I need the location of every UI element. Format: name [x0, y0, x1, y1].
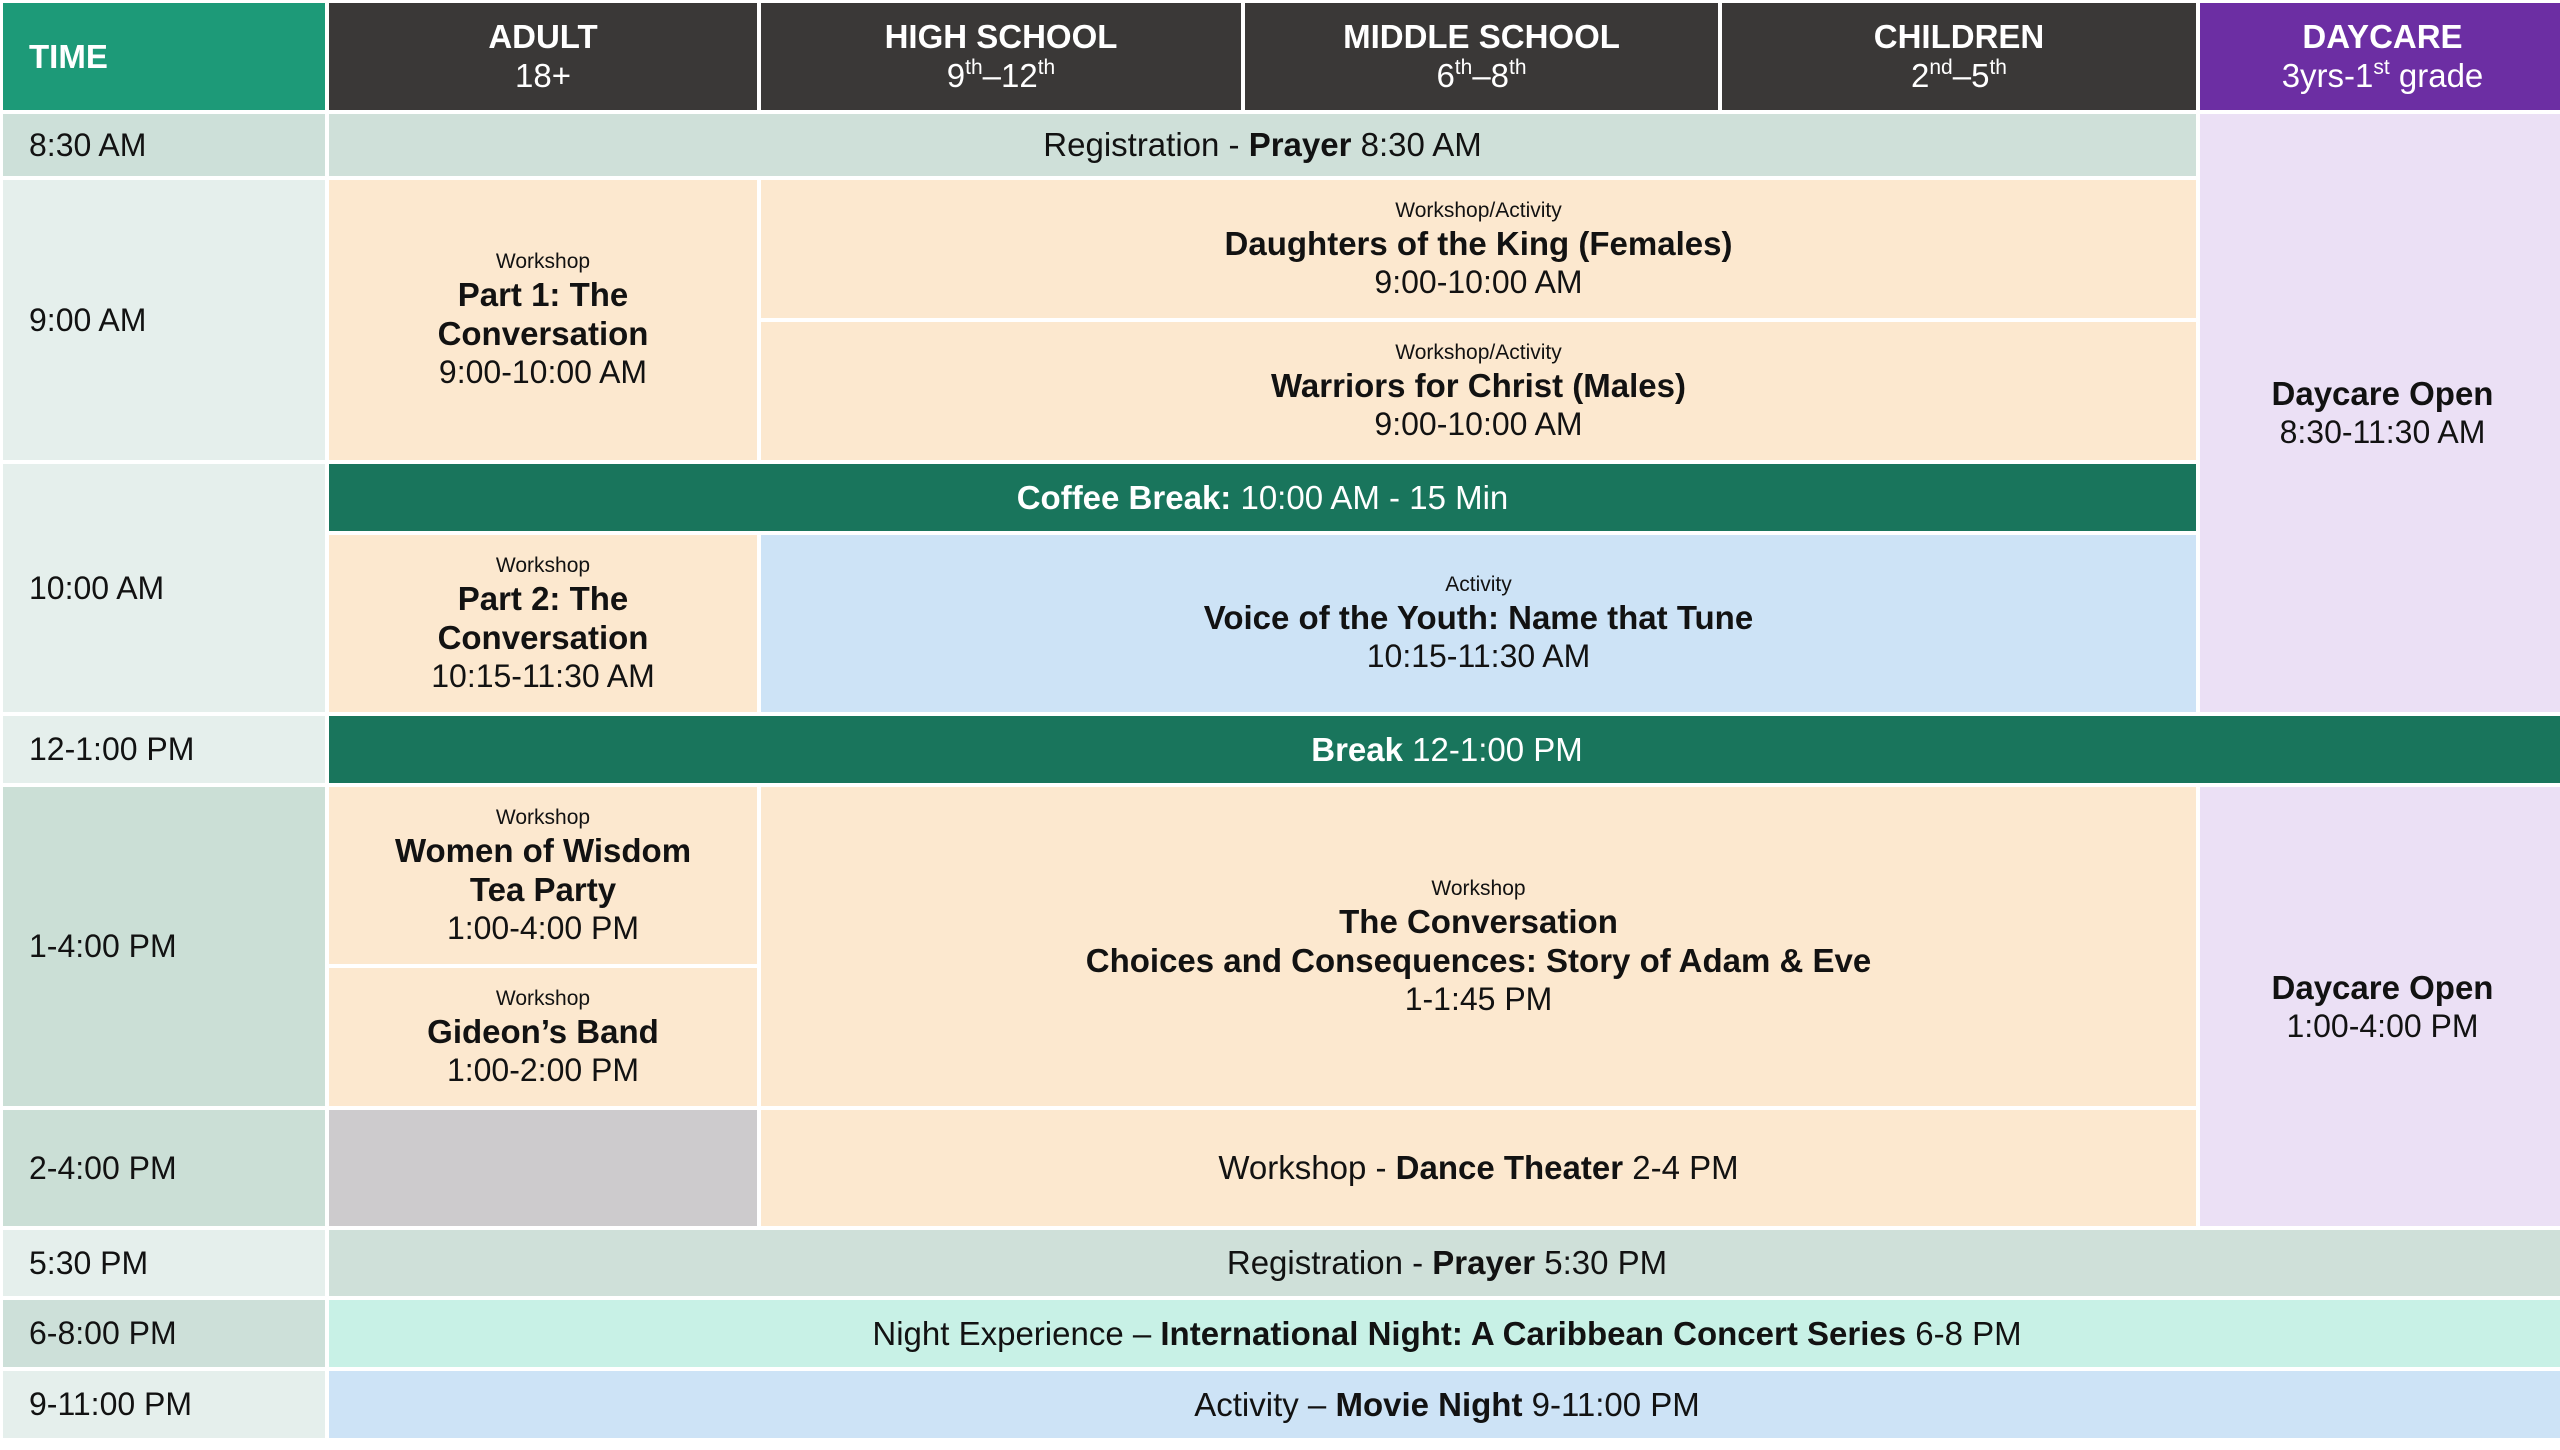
time-slot-12pm: 12-1:00 PM — [3, 716, 325, 783]
adult-part2-title-1: Part 2: The — [457, 579, 629, 617]
movie-night — [329, 1371, 2560, 1438]
daughters-of-king — [761, 180, 2196, 318]
women-wisdom-time: 1:00-4:00 PM — [446, 909, 640, 946]
adult-part1-time: 9:00-10:00 AM — [438, 354, 648, 390]
international-night — [329, 1300, 2560, 1367]
women-wisdom-type: Workshop — [495, 805, 591, 829]
conversation-title-2: Choices and Consequences: Story of Adam & Eve — [1085, 941, 1872, 979]
header-adult — [329, 3, 757, 110]
time-slot-830am: 8:30 AM — [3, 114, 325, 176]
time-slot-900am: 9:00 AM — [3, 180, 325, 460]
header-children-title: CHILDREN — [1873, 17, 2045, 55]
adult-part1-title-2: Conversation — [437, 315, 649, 352]
international-night-text: Night Experience – International Night: A Caribbean Concert Series 6-8 PM — [872, 1314, 2022, 1352]
women-of-wisdom — [329, 787, 757, 964]
conversation-title-1: The Conversation — [1339, 902, 1618, 940]
header-middle-school — [1245, 3, 1718, 110]
header-time — [3, 3, 325, 110]
header-high-school-sub: 9th–12th — [946, 55, 1056, 94]
header-daycare — [2200, 3, 2560, 110]
the-conversation — [761, 787, 2196, 1106]
daughters-type: Workshop/Activity — [1395, 198, 1562, 222]
adult-part2 — [329, 535, 757, 712]
daughters-title: Daughters of the King (Females) — [1224, 224, 1733, 262]
adult-empty-slot — [329, 1110, 757, 1226]
gideons-band — [329, 968, 757, 1106]
dance-theater — [761, 1110, 2196, 1226]
movie-night-text: Activity – Movie Night 9-11:00 PM — [1194, 1385, 1700, 1423]
daughters-time: 9:00-10:00 AM — [1374, 263, 1583, 300]
voice-of-youth — [761, 535, 2196, 712]
registration-am-text: Registration - Prayer 8:30 AM — [1043, 126, 1482, 163]
header-children-sub: 2nd–5th — [1911, 55, 2007, 94]
gideon-title: Gideon’s Band — [427, 1012, 659, 1050]
daycare-am-title: Daycare Open — [2271, 375, 2494, 412]
time-slot-1000am: 10:00 AM — [3, 464, 325, 712]
adult-part2-title-2: Conversation — [437, 618, 649, 656]
time-slot-2pm: 2-4:00 PM — [3, 1110, 325, 1226]
voice-type: Activity — [1445, 573, 1512, 596]
header-children — [1722, 3, 2196, 110]
header-high-school — [761, 3, 1241, 110]
time-slot-530pm: 5:30 PM — [3, 1230, 325, 1296]
adult-part1-title-1: Part 1: The — [457, 276, 629, 313]
registration-pm — [329, 1230, 2560, 1296]
gideon-type: Workshop — [495, 986, 591, 1010]
header-middle-school-title: MIDDLE SCHOOL — [1343, 17, 1620, 55]
header-time-label: TIME — [29, 37, 108, 75]
registration-pm-text: Registration - Prayer 5:30 PM — [1226, 1244, 1668, 1281]
conversation-time: 1-1:45 PM — [1404, 980, 1553, 1017]
lunch-break — [329, 716, 2560, 783]
time-slot-1pm: 1-4:00 PM — [3, 787, 325, 1106]
conversation-type: Workshop — [1431, 876, 1526, 900]
header-daycare-sub: 3yrs-1st grade — [2281, 55, 2484, 94]
daycare-am — [2200, 114, 2560, 712]
adult-part1-type: Workshop — [495, 250, 591, 273]
warriors-for-christ — [761, 322, 2196, 460]
women-wisdom-title-1: Women of Wisdom — [394, 831, 692, 869]
gideon-time: 1:00-2:00 PM — [446, 1051, 640, 1088]
daycare-pm — [2200, 787, 2560, 1226]
time-slot-9pm: 9-11:00 PM — [3, 1371, 325, 1438]
voice-title: Voice of the Youth: Name that Tune — [1203, 599, 1754, 636]
warriors-type: Workshop/Activity — [1395, 340, 1562, 364]
adult-part2-type: Workshop — [495, 553, 591, 577]
daycare-am-time: 8:30-11:30 AM — [2279, 414, 2486, 450]
coffee-break — [329, 464, 2196, 531]
header-adult-sub: 18+ — [515, 56, 571, 94]
header-adult-title: ADULT — [488, 17, 598, 55]
adult-part2-time: 10:15-11:30 AM — [431, 657, 655, 694]
warriors-title: Warriors for Christ (Males) — [1270, 366, 1686, 404]
header-middle-school-sub: 6th–8th — [1436, 55, 1527, 94]
daycare-pm-time: 1:00-4:00 PM — [2286, 1007, 2479, 1044]
time-slot-6pm: 6-8:00 PM — [3, 1300, 325, 1367]
header-high-school-title: HIGH SCHOOL — [884, 17, 1118, 55]
warriors-time: 9:00-10:00 AM — [1374, 405, 1583, 442]
schedule-table — [3, 3, 2557, 1446]
women-wisdom-title-2: Tea Party — [469, 870, 617, 908]
registration-am — [329, 114, 2196, 176]
adult-part1 — [329, 180, 757, 460]
coffee-break-text: Coffee Break: 10:00 AM - 15 Min — [1016, 478, 1509, 516]
header-daycare-title: DAYCARE — [2302, 17, 2463, 55]
dance-theater-text: Workshop - Dance Theater 2-4 PM — [1218, 1149, 1739, 1186]
lunch-break-text: Break 12-1:00 PM — [1311, 730, 1583, 768]
voice-time: 10:15-11:30 AM — [1366, 638, 1591, 674]
daycare-pm-title: Daycare Open — [2271, 968, 2494, 1006]
